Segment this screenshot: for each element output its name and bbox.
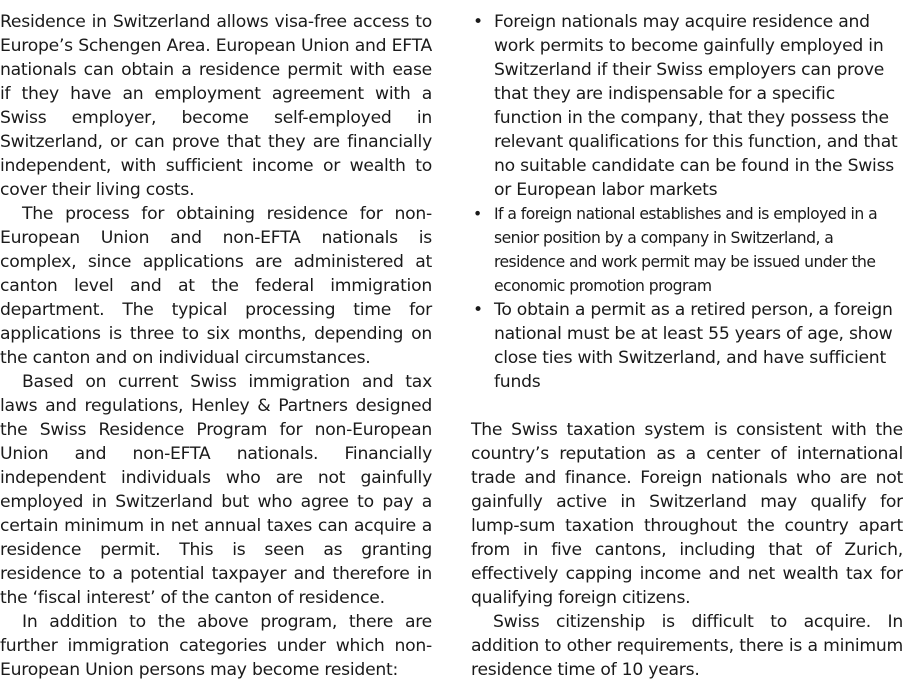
list-item (471, 202, 903, 298)
list-item-text: To obtain a permit as a retired person, a foreign national must be at least 55 years of age, show close ties with Switzerland, and have sufficient funds (494, 300, 893, 392)
immigration-categories-list (471, 10, 903, 394)
bullet-icon: • (473, 205, 482, 223)
taxation-paragraph: The Swiss taxation system is consistent with the country’s reputation as a center of international trade and finance. Foreign nationals who are not gainfully active in Switzerland may qualify for lump-sum taxation throughout the country apart from in five cantons, including that of Zurich, effectively capping income and net wealth tax for qualifying foreign citizens. (471, 420, 903, 608)
intro-paragraph: Residence in Switzerland allows visa-free access to Europe’s Schengen Area. European Union and EFTA nationals can obtain a residence permit with ease if they have an employment agreement with a Swiss employer, become self-employed in Switzerland, or can prove that they are financially independent, with sufficient income or wealth to cover their living costs. (0, 12, 432, 200)
list-item-text: Foreign nationals may acquire residence and work permits to become gainfully employed in Switzerland if their Swiss employers can prove that they are indispensable for a specific function in the company, that they possess the relevant qualifications for this function, and that no suitable candidate can be found in the Swiss or European labor markets (494, 12, 898, 200)
right-column (471, 10, 903, 682)
list-item-text: If a foreign national establishes and is employed in a senior position by a company in Switzerland, a residence and work permit may be issued under the economic promotion program (494, 205, 878, 295)
bullet-icon: • (473, 12, 483, 32)
program-paragraph: Based on current Swiss immigration and tax laws and regulations, Henley & Partners designed the Swiss Residence Program for non-European Union and non-EFTA nationals. Financially independent individuals who are not gainfully employed in Switzerland but who agree to pay a certain minimum in net annual taxes can acquire a residence permit. This is seen as granting residence to a potential taxpayer and therefore in the ‘fiscal interest’ of the canton of residence. (0, 372, 432, 608)
list-item (471, 10, 903, 202)
list-item (471, 298, 903, 394)
process-paragraph: The process for obtaining residence for non-European Union and non-EFTA nationals is complex, since applications are administered at canton level and at the federal immigration department. The typical processing time for applications is three to six months, depending on the canton and on individual circumstances. (0, 204, 432, 368)
bullet-icon: • (473, 300, 483, 320)
left-column (0, 10, 432, 682)
citizenship-paragraph: Swiss citizenship is difficult to acquire. In addition to other requirements, there is a minimum residence time of 10 years. (471, 612, 903, 680)
section-spacer (471, 394, 903, 418)
categories-paragraph: In addition to the above program, there are further immigration categories under which non-European Union persons may become resident: (0, 612, 432, 680)
